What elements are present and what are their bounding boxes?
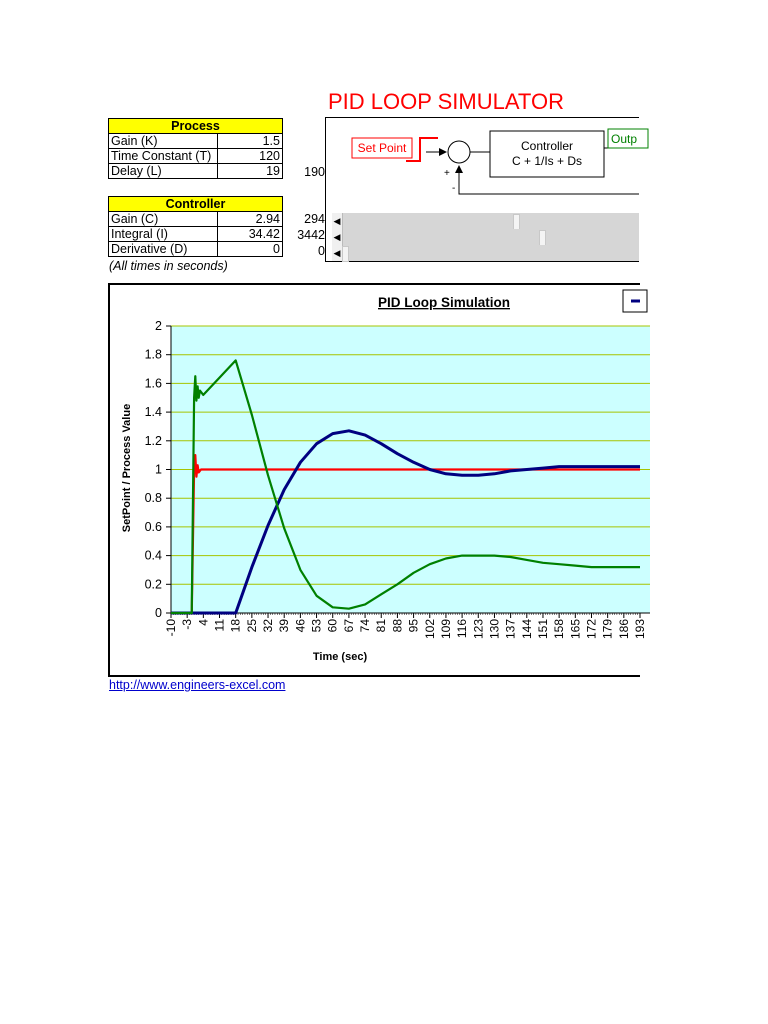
x-tick-label: 102 bbox=[422, 619, 437, 640]
y-tick-label: 0.8 bbox=[144, 491, 162, 506]
x-tick-label: 165 bbox=[568, 619, 583, 640]
gain-slider[interactable] bbox=[332, 213, 639, 229]
controller-integral-value[interactable]: 34.42 bbox=[218, 227, 283, 242]
plot-area bbox=[145, 319, 650, 639]
x-tick-label: 53 bbox=[309, 619, 324, 633]
derivative-slider-thumb[interactable] bbox=[342, 246, 349, 262]
block-diagram bbox=[325, 117, 639, 262]
x-tick-label: 109 bbox=[438, 619, 453, 640]
simulation-chart bbox=[110, 285, 647, 675]
x-tick-label: 151 bbox=[535, 619, 550, 640]
chart-title: PID Loop Simulation bbox=[378, 295, 510, 310]
x-tick-label: -10 bbox=[164, 619, 178, 637]
y-axis-label: SetPoint / Process Value bbox=[121, 403, 133, 533]
x-tick-label: 193 bbox=[633, 619, 647, 640]
x-tick-label: 186 bbox=[616, 619, 631, 640]
website-link[interactable]: http://www.engineers-excel.com bbox=[109, 678, 286, 692]
controller-gain-label: Gain (C) bbox=[109, 212, 218, 227]
y-tick-label: 0.4 bbox=[144, 548, 162, 563]
integral-slider[interactable] bbox=[332, 229, 639, 245]
y-tick-label: 0.2 bbox=[144, 577, 162, 592]
x-axis-label: Time (sec) bbox=[312, 651, 368, 663]
controller-block-title: Controller bbox=[520, 139, 574, 153]
x-tick-label: 74 bbox=[358, 619, 373, 633]
x-tick-label: 158 bbox=[552, 619, 567, 640]
output-label: Outp bbox=[611, 132, 638, 146]
x-tick-label: 95 bbox=[406, 619, 421, 633]
x-tick-label: 11 bbox=[212, 619, 227, 632]
x-tick-label: -3 bbox=[180, 619, 195, 630]
x-tick-label: 18 bbox=[228, 619, 243, 633]
derivative-slider[interactable] bbox=[332, 245, 639, 261]
time-units-note: (All times in seconds) bbox=[109, 259, 228, 273]
x-tick-label: 179 bbox=[600, 619, 615, 640]
y-tick-label: 1.6 bbox=[144, 376, 162, 391]
controller-derivative-value[interactable]: 0 bbox=[218, 242, 283, 257]
gain-slider-left-arrow-icon[interactable]: ◀ bbox=[332, 213, 343, 229]
x-tick-label: 67 bbox=[341, 619, 356, 633]
x-tick-label: 4 bbox=[196, 619, 211, 626]
derivative-scaled-value: 0 bbox=[318, 244, 325, 258]
derivative-slider-left-arrow-icon[interactable]: ◀ bbox=[332, 245, 343, 261]
x-tick-label: 172 bbox=[584, 619, 599, 640]
x-tick-label: 39 bbox=[277, 619, 292, 633]
x-tick-label: 60 bbox=[325, 619, 340, 633]
integral-slider-left-arrow-icon[interactable]: ◀ bbox=[332, 229, 343, 245]
x-tick-label: 116 bbox=[455, 619, 470, 639]
delay-scaled-value: 190 bbox=[304, 165, 325, 179]
y-tick-label: 1 bbox=[155, 462, 162, 477]
summing-junction-icon bbox=[448, 141, 470, 163]
process-table bbox=[108, 118, 283, 179]
gain-scaled-value: 294 bbox=[304, 212, 325, 226]
plus-sign: + bbox=[444, 168, 450, 179]
controller-formula: C + 1/Is + Ds bbox=[511, 154, 583, 168]
process-gain-label: Gain (K) bbox=[109, 134, 218, 149]
x-tick-label: 25 bbox=[244, 619, 259, 633]
x-tick-label: 81 bbox=[374, 619, 389, 633]
controller-table bbox=[108, 196, 283, 257]
controller-integral-label: Integral (I) bbox=[109, 227, 218, 242]
setpoint-label: Set Point bbox=[357, 141, 407, 155]
x-tick-label: 32 bbox=[261, 619, 276, 633]
x-tick-label: 137 bbox=[503, 619, 518, 640]
integral-scaled-value: 3442 bbox=[297, 228, 325, 242]
controller-header: Controller bbox=[109, 197, 283, 212]
process-delay-label: Delay (L) bbox=[109, 164, 218, 179]
y-tick-label: 1.4 bbox=[144, 405, 162, 420]
process-time-constant-value[interactable]: 120 bbox=[218, 149, 283, 164]
x-tick-label: 46 bbox=[293, 619, 308, 633]
gain-slider-thumb[interactable] bbox=[513, 214, 520, 230]
controller-gain-value[interactable]: 2.94 bbox=[218, 212, 283, 227]
y-tick-label: 1.8 bbox=[144, 347, 162, 362]
x-tick-label: 144 bbox=[519, 619, 534, 640]
y-tick-label: 2 bbox=[155, 319, 162, 333]
x-tick-label: 123 bbox=[471, 619, 486, 640]
y-tick-label: 0 bbox=[155, 606, 162, 620]
process-gain-value[interactable]: 1.5 bbox=[218, 134, 283, 149]
controller-derivative-label: Derivative (D) bbox=[109, 242, 218, 257]
page-title: PID LOOP SIMULATOR bbox=[328, 89, 564, 114]
y-tick-label: 1.2 bbox=[144, 433, 162, 448]
process-time-constant-label: Time Constant (T) bbox=[109, 149, 218, 164]
block-diagram-svg bbox=[326, 118, 639, 212]
process-header: Process bbox=[109, 119, 283, 134]
x-tick-label: 88 bbox=[390, 619, 405, 633]
integral-slider-thumb[interactable] bbox=[539, 230, 546, 246]
minus-sign: - bbox=[452, 183, 456, 194]
x-tick-label: 130 bbox=[487, 619, 502, 640]
process-delay-value[interactable]: 19 bbox=[218, 164, 283, 179]
simulation-chart-frame bbox=[108, 283, 647, 677]
y-tick-label: 0.6 bbox=[144, 519, 162, 534]
